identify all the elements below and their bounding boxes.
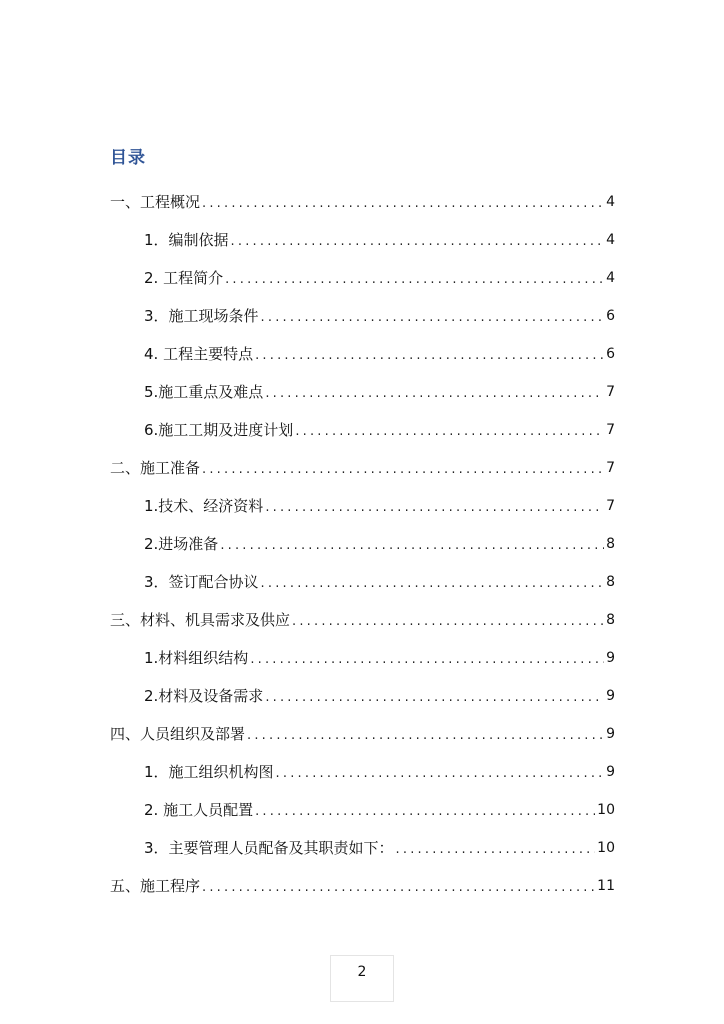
toc-section-entry[interactable]	[0, 183, 724, 221]
toc-entry-page: 7	[606, 498, 615, 514]
toc-entry-title: 3．施工现场条件	[144, 307, 259, 325]
toc-entry-title: 1.材料组织结构	[144, 649, 249, 667]
toc-entry-title: 五、施工程序	[110, 877, 201, 895]
page-number: 2	[330, 955, 394, 1002]
toc-entry-title: 1.技术、经济资料	[144, 497, 264, 515]
toc-subsection-entry[interactable]	[0, 677, 724, 715]
toc-entry-page: 10	[597, 802, 615, 818]
toc-entry-title: 四、人员组织及部署	[110, 725, 246, 743]
toc-subsection-entry[interactable]	[0, 297, 724, 335]
toc-subsection-entry[interactable]	[0, 259, 724, 297]
toc-dot-leader	[247, 726, 604, 746]
toc-subsection-entry[interactable]	[0, 221, 724, 259]
toc-dot-leader	[265, 498, 604, 518]
toc-entry-page: 8	[606, 612, 615, 628]
toc-dot-leader	[261, 574, 605, 594]
table-of-contents	[0, 183, 724, 905]
toc-dot-leader	[231, 232, 605, 252]
toc-section-entry[interactable]	[0, 715, 724, 753]
toc-entry-page: 4	[606, 232, 615, 248]
toc-subsection-entry[interactable]	[0, 829, 724, 867]
toc-dot-leader	[295, 422, 604, 442]
toc-section-entry[interactable]	[0, 449, 724, 487]
toc-entry-title: 1．施工组织机构图	[144, 763, 274, 781]
toc-entry-page: 4	[606, 270, 615, 286]
toc-subsection-entry[interactable]	[0, 639, 724, 677]
toc-section-entry[interactable]	[0, 601, 724, 639]
toc-subsection-entry[interactable]	[0, 487, 724, 525]
toc-dot-leader	[225, 270, 604, 290]
toc-dot-leader	[202, 194, 604, 214]
toc-entry-page: 6	[606, 308, 615, 324]
toc-entry-page: 8	[606, 536, 615, 552]
toc-entry-page: 7	[606, 460, 615, 476]
toc-dot-leader	[250, 650, 604, 670]
toc-dot-leader	[255, 346, 604, 366]
toc-dot-leader	[202, 878, 595, 898]
toc-entry-page: 9	[606, 688, 615, 704]
toc-title: 目录	[110, 148, 146, 168]
toc-entry-page: 9	[606, 650, 615, 666]
toc-dot-leader	[265, 688, 604, 708]
toc-dot-leader	[202, 460, 604, 480]
toc-entry-page: 4	[606, 194, 615, 210]
toc-entry-title: 二、施工准备	[110, 459, 201, 477]
toc-entry-title: 1．编制依据	[144, 231, 229, 249]
toc-subsection-entry[interactable]	[0, 791, 724, 829]
toc-entry-title: 4. 工程主要特点	[144, 345, 254, 363]
toc-subsection-entry[interactable]	[0, 411, 724, 449]
toc-subsection-entry[interactable]	[0, 753, 724, 791]
toc-dot-leader	[396, 840, 596, 860]
toc-entry-title: 5.施工重点及难点	[144, 383, 264, 401]
toc-entry-title: 3．签订配合协议	[144, 573, 259, 591]
toc-dot-leader	[261, 308, 605, 328]
toc-subsection-entry[interactable]	[0, 373, 724, 411]
toc-entry-title: 三、材料、机具需求及供应	[110, 611, 291, 629]
toc-subsection-entry[interactable]	[0, 335, 724, 373]
toc-dot-leader	[255, 802, 595, 822]
toc-entry-title: 2. 工程简介	[144, 269, 224, 287]
toc-dot-leader	[292, 612, 604, 632]
toc-entry-page: 9	[606, 764, 615, 780]
toc-entry-title: 3．主要管理人员配备及其职责如下：	[144, 839, 394, 857]
toc-dot-leader	[265, 384, 604, 404]
toc-subsection-entry[interactable]	[0, 563, 724, 601]
toc-entry-page: 7	[606, 384, 615, 400]
toc-entry-title: 一、工程概况	[110, 193, 201, 211]
toc-entry-page: 9	[606, 726, 615, 742]
toc-entry-title: 2.材料及设备需求	[144, 687, 264, 705]
toc-dot-leader	[220, 536, 604, 556]
toc-subsection-entry[interactable]	[0, 525, 724, 563]
toc-entry-page: 7	[606, 422, 615, 438]
toc-entry-page: 6	[606, 346, 615, 362]
toc-entry-page: 8	[606, 574, 615, 590]
toc-entry-title: 6.施工工期及进度计划	[144, 421, 294, 439]
toc-section-entry[interactable]	[0, 867, 724, 905]
toc-entry-title: 2. 施工人员配置	[144, 801, 254, 819]
toc-entry-title: 2.进场准备	[144, 535, 219, 553]
toc-entry-page: 10	[597, 840, 615, 856]
toc-dot-leader	[276, 764, 605, 784]
toc-entry-page: 11	[597, 878, 615, 894]
